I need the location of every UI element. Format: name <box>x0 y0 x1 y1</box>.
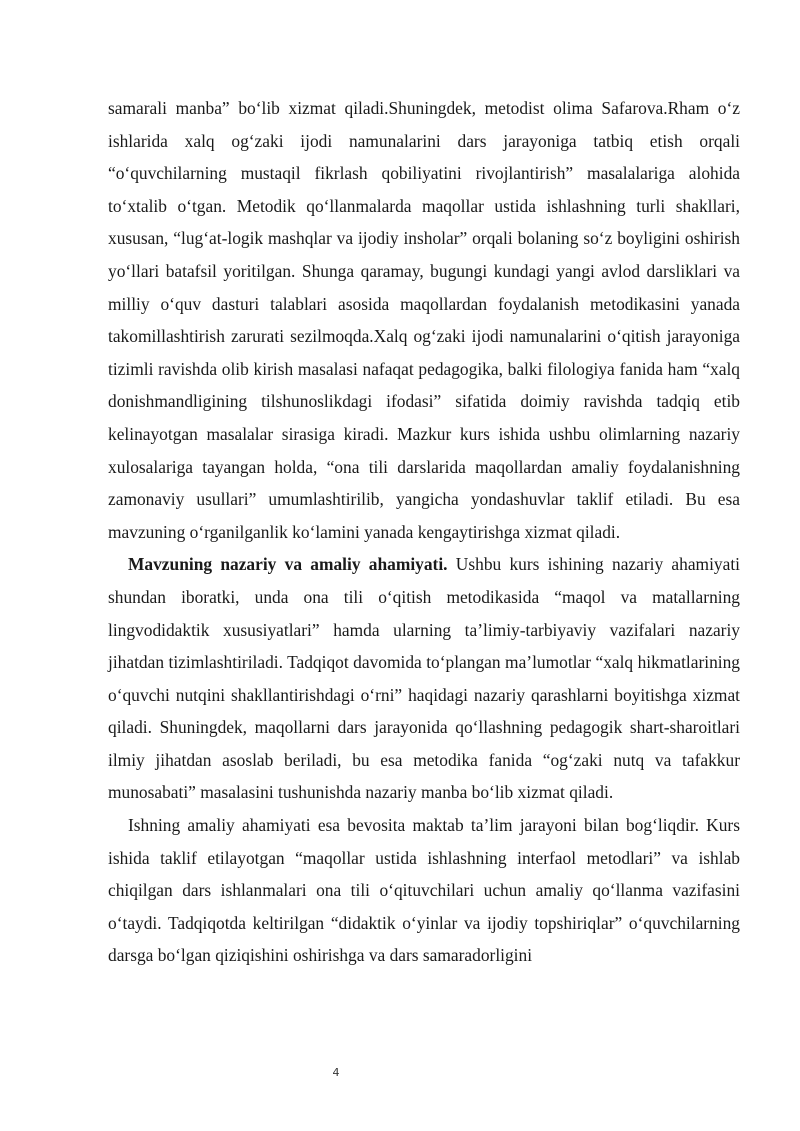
paragraph-text: samarali manba” bo‘lib xizmat qiladi.Shuningdek, metodist olima Safarova.Rham o‘z ishlarida xalq og‘zaki ijodi namunalarini dars jarayoniga tatbiq etish orqali “o‘quvchilarning mustaqil fikrlash qobiliyatini rivojlantirish” masalalariga alohida to‘xtalib o‘tgan. Metodik qo‘llanmalarda maqollar ustida ishlashning turli shakllari, xususan, “lug‘at-logik mashqlar va ijodiy insholar” orqali bolaning so‘z boyligini oshirish yo‘llari batafsil yoritilgan. Shunga qaramay, bugungi kundagi yangi avlod darsliklari va milliy o‘quv dasturi talablari asosida maqollardan foydalanish metodikasini yanada takomillashtirish zarurati sezilmoqda.Xalq og‘zaki ijodi namunalarini o‘qitish jarayoniga tizimli ravishda olib kirish masalasi nafaqat pedagogika, balki filologiya fanida ham “xalq donishmandligining tilshunoslikdagi ifodasi” sifatida doimiy ravishda tadqiq etib kelinayotgan masalalar sirasiga kiradi. Mazkur kurs ishida ushbu olimlarning nazariy xulosalariga tayangan holda, “ona tili darslarida maqollardan amaliy foydalanishning zamonaviy usullari” umumlashtirilib, yangicha yondashuvlar taklif etiladi. Bu esa mavzuning o‘rganilganlik ko‘lamini yanada kengaytirishga xizmat qiladi. <box>108 98 740 542</box>
page-number: 4 <box>332 1066 340 1079</box>
paragraph-significance <box>108 548 740 809</box>
paragraph-text: Ishning amaliy ahamiyati esa bevosita maktab ta’lim jarayoni bilan bog‘liqdir. Kurs ishida taklif etilayotgan “maqollar ustida ishlashning interfaol metodlari” va ishlab chiqilgan dars ishlanmalari ona tili o‘qituvchilari uchun amaliy qo‘llanma vazifasini o‘taydi. Tadqiqotda keltirilgan “didaktik o‘yinlar va ijodiy topshiriqlar” o‘quvchilarning darsga bo‘lgan qiziqishini oshirishga va dars samaradorligini <box>108 815 740 966</box>
paragraph-practical <box>108 809 740 972</box>
paragraph-text: Ushbu kurs ishining nazariy ahamiyati shundan iboratki, unda ona tili o‘qitish metodikasida “maqol va matallarning lingvodidaktik xususiyatlari” hamda ularning ta’limiy-tarbiyaviy vazifalari nazariy jihatdan tizimlashtiriladi. Tadqiqot davomida to‘plangan ma’lumotlar “xalq hikmatlarining o‘quvchi nutqini shakllantirishdagi o‘rni” haqidagi nazariy qarashlarni boyitishga xizmat qiladi. Shuningdek, maqollarni dars jarayonida qo‘llashning pedagogik shart-sharoitlari ilmiy jihatdan asoslab beriladi, bu esa metodika fanida “og‘zaki nutq va tafakkur munosabati” masalasini tushunishda nazariy manba bo‘lib xizmat qiladi. <box>108 554 740 803</box>
body-text <box>108 92 740 972</box>
section-heading: Mavzuning nazariy va amaliy ahamiyati. <box>128 554 448 575</box>
paragraph-literature-review <box>108 92 740 548</box>
